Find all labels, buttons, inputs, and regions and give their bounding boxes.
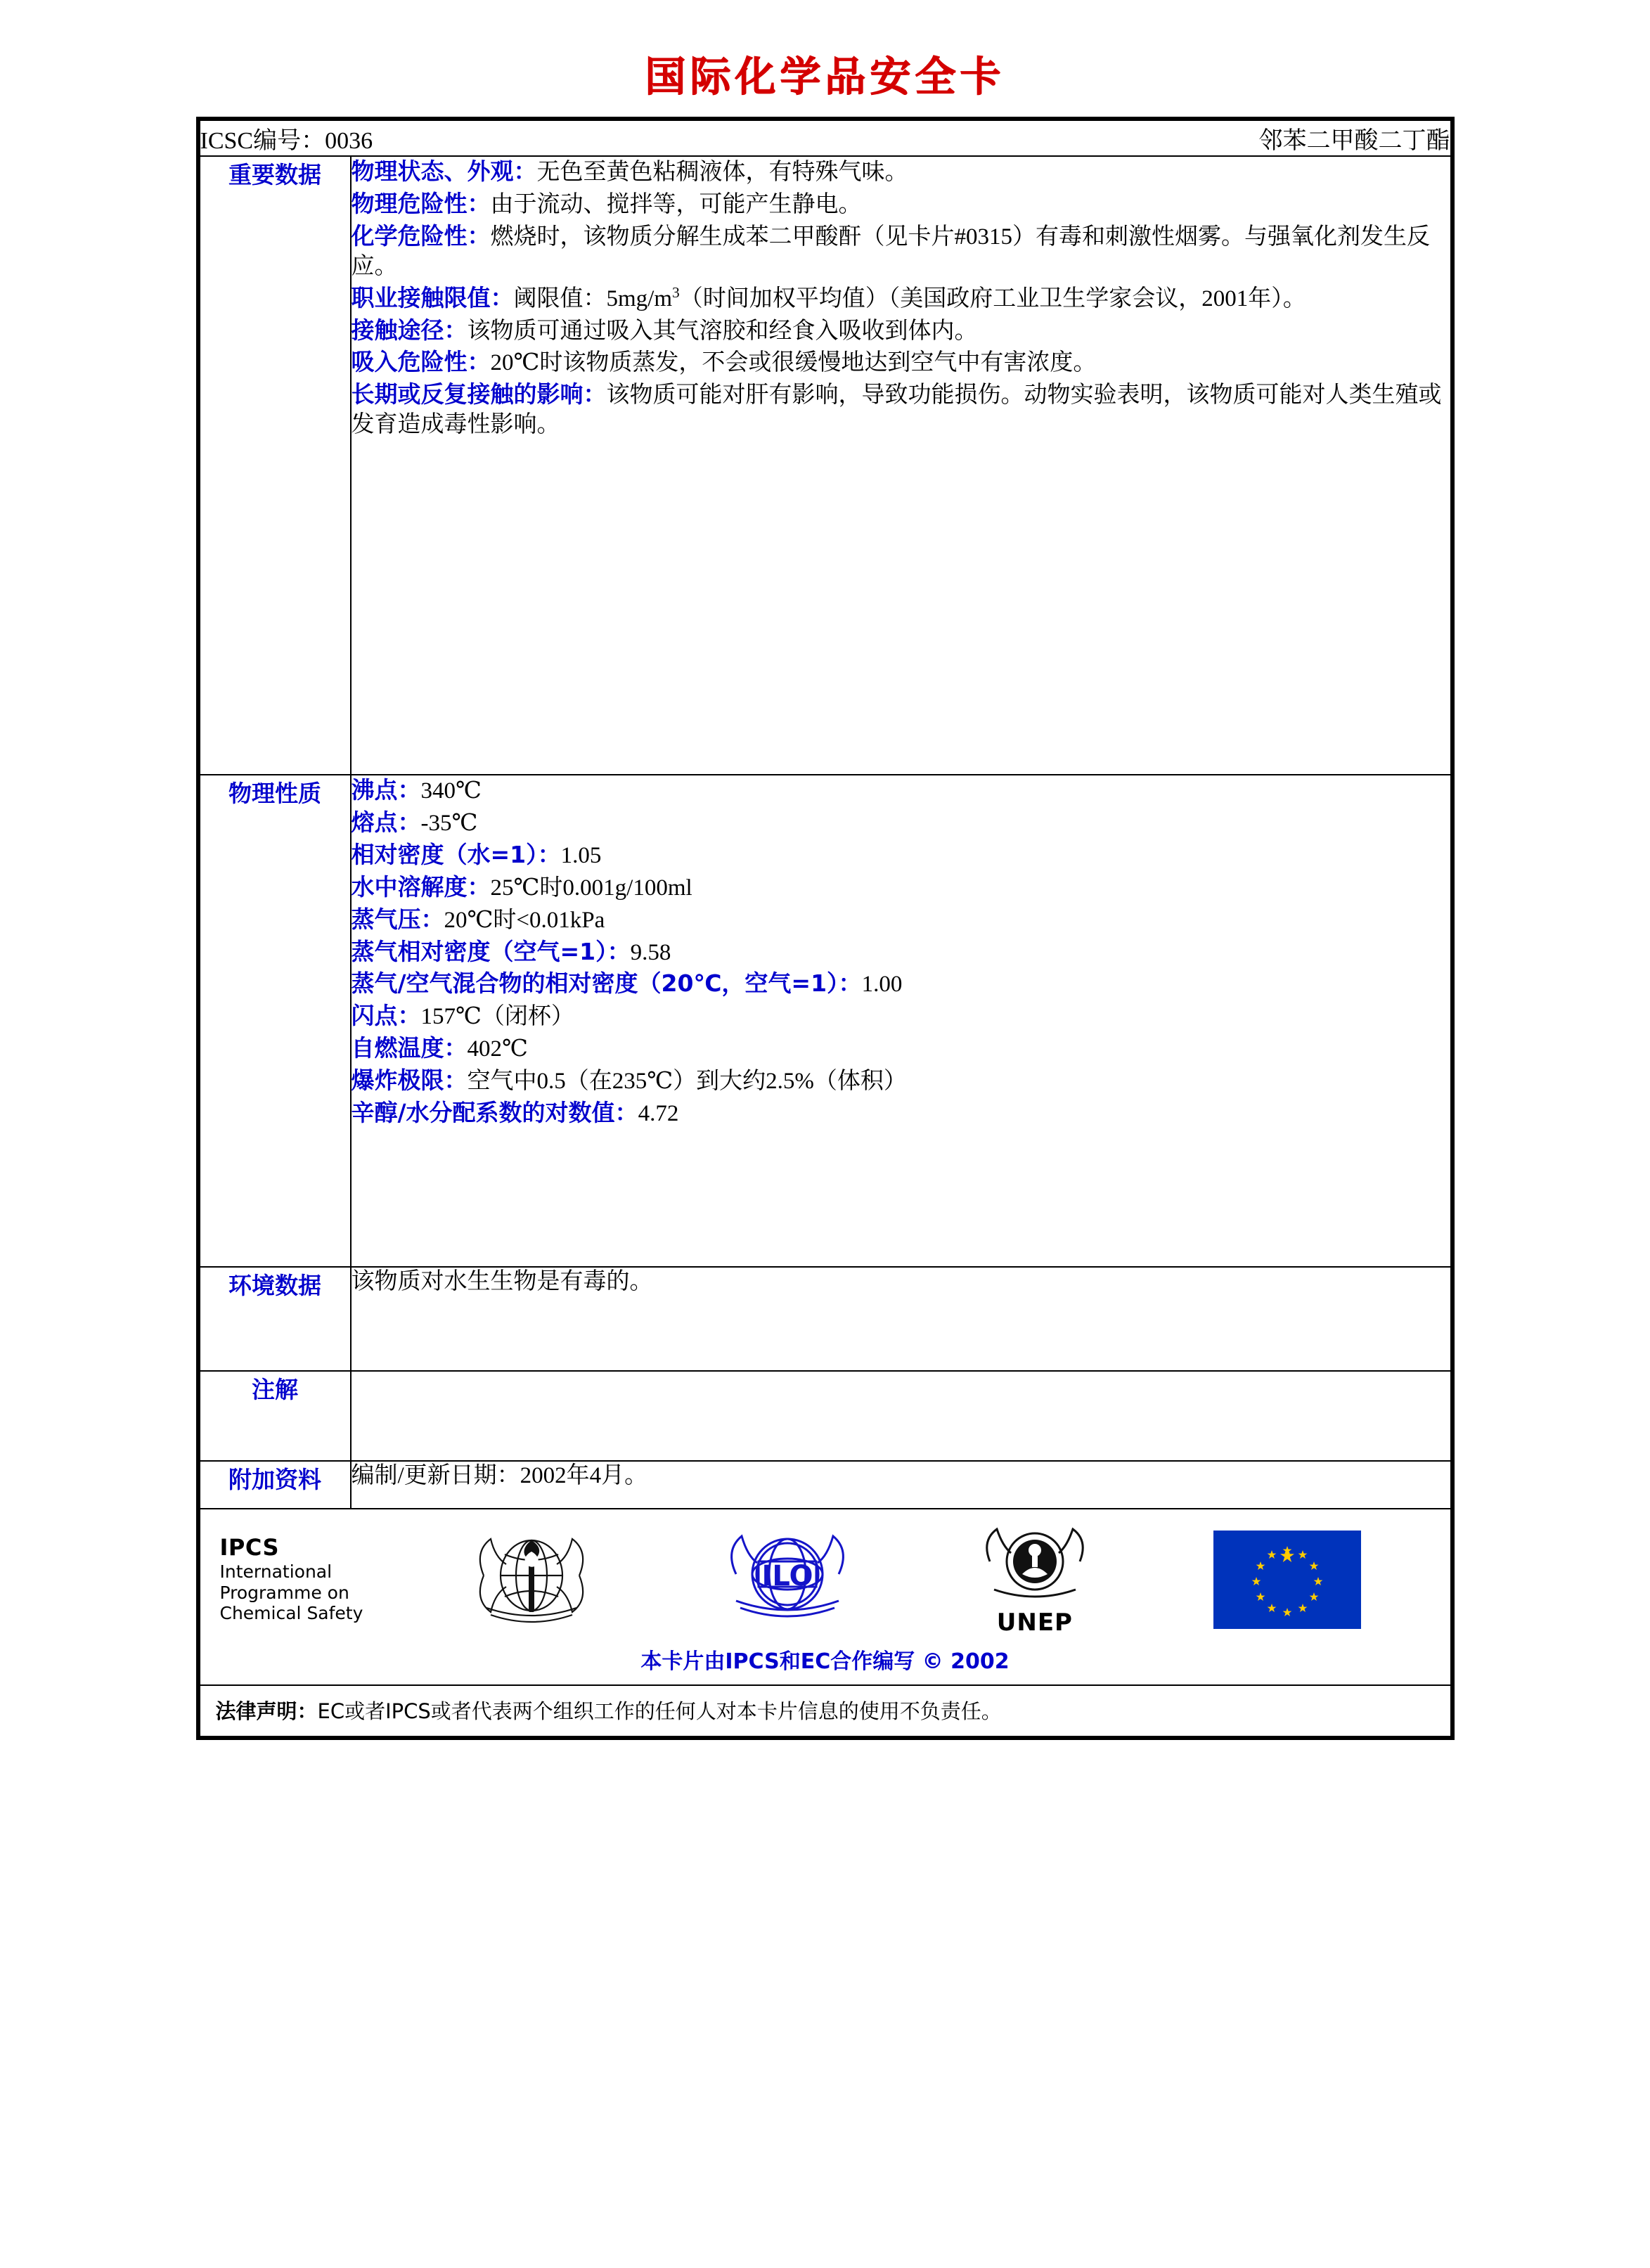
unep-logo <box>979 1522 1091 1609</box>
svg-text:ILO: ILO <box>761 1560 813 1592</box>
entry-text: 1.00 <box>861 972 903 998</box>
section-label-physical-properties: 物理性质 <box>200 775 351 1267</box>
entry-text: 由于流动、搅拌等，可能产生静电。 <box>490 191 862 217</box>
table-row-additional-info <box>200 1461 1451 1509</box>
table-row-notes <box>200 1371 1451 1461</box>
entry-text: 燃烧时，该物质分解生成苯二甲酸酐（见卡片#0315）有毒和刺激性烟雾。与强氧化剂发生反应。 <box>351 224 1430 279</box>
eu-flag <box>1213 1531 1361 1629</box>
legal-cell <box>200 1685 1451 1737</box>
entry-keyword: 熔点： <box>351 808 421 836</box>
ilo-logo-slot <box>658 1525 917 1634</box>
entry-keyword: 沸点： <box>351 776 421 804</box>
section-content-notes <box>351 1371 1451 1461</box>
entry-keyword: 长期或反复接触的影响： <box>351 380 607 408</box>
icsc-number-label: ICSC编号： <box>200 128 326 154</box>
who-logo <box>467 1523 597 1636</box>
entry-keyword: 蒸气相对密度（空气=1）： <box>351 937 631 965</box>
entry-text: 编制/更新日期：2002年4月。 <box>351 1463 648 1488</box>
logos-cell <box>200 1509 1451 1685</box>
section-label-environmental-data: 环境数据 <box>200 1267 351 1371</box>
eu-flag-slot <box>1152 1531 1422 1629</box>
section-content-environmental-data <box>351 1267 1451 1371</box>
section-content-physical-properties <box>351 775 1451 1267</box>
section-label-additional-info: 附加资料 <box>200 1461 351 1509</box>
entry-text: 20℃时<0.01kPa <box>444 907 605 933</box>
entry-text: 阈限值：$5mg/m^3$（时间加权平均值）（美国政府工业卫生学家会议，2001年）。 <box>513 283 1306 311</box>
unep-caption: UNEP <box>996 1609 1073 1637</box>
entry-text: 402℃ <box>467 1036 528 1062</box>
section-content-important-data <box>351 156 1451 775</box>
entry-text: 该物质可通过吸入其气溶胶和经食入吸收到体内。 <box>467 318 978 344</box>
entry-keyword: 吸入危险性： <box>351 348 491 376</box>
entry-text: 25℃时0.001g/100ml <box>490 875 692 901</box>
entry-text: 空气中0.5（在235℃）到大约2.5%（体积） <box>467 1069 907 1095</box>
ipcs-block <box>220 1535 406 1623</box>
copyright-text: © 2002 <box>922 1649 1010 1674</box>
legal-text: EC或者IPCS或者代表两个组织工作的任何人对本卡片信息的使用不负责任。 <box>317 1699 1002 1723</box>
table-row-legal <box>200 1685 1451 1737</box>
card-table <box>199 120 1452 1737</box>
entry-keyword: 相对密度（水=1）： <box>351 840 561 868</box>
entry-keyword: 职业接触限值： <box>351 283 514 311</box>
icsc-card <box>196 117 1455 1740</box>
entry-text: 该物质可能对肝有影响，导致功能损伤。动物实验表明，该物质可能对人类生殖或发育造成毒性影响。 <box>351 382 1442 438</box>
entry-keyword: 闪点： <box>351 1002 421 1030</box>
chemical-name: 邻苯二甲酸二丁酯 <box>1258 128 1450 154</box>
card-header-row <box>200 120 1451 156</box>
entry-keyword: 化学危险性： <box>351 221 491 250</box>
credit-text: 本卡片由IPCS和EC合作编写 <box>640 1649 915 1674</box>
entry-keyword: 接触途径： <box>351 316 468 344</box>
entry-keyword: 物理状态、外观： <box>351 157 537 185</box>
icsc-number-group <box>200 121 373 155</box>
ipcs-subtitle-line1: International <box>219 1561 333 1583</box>
entry-keyword: 水中溶解度： <box>351 872 491 901</box>
entry-text: 1.05 <box>560 842 602 868</box>
entry-text: 20℃时该物质蒸发，不会或很缓慢地达到空气中有害浓度。 <box>490 350 1097 376</box>
table-row-logos <box>200 1509 1451 1685</box>
entry-keyword: 物理危险性： <box>351 189 491 217</box>
entry-keyword: 爆炸极限： <box>351 1067 468 1095</box>
icsc-number-value: 0036 <box>325 128 373 154</box>
entry-keyword: 蒸气压： <box>351 905 444 933</box>
entry-text: 该物质对水生生物是有毒的。 <box>351 1269 653 1294</box>
section-label-important-data: 重要数据 <box>200 156 351 775</box>
who-logo-slot <box>406 1523 659 1636</box>
entry-keyword: 蒸气/空气混合物的相对密度（20℃，空气=1）： <box>351 969 862 998</box>
entry-keyword: 自燃温度： <box>351 1034 468 1062</box>
entry-text: 9.58 <box>630 939 671 965</box>
entry-keyword: 辛醇/水分配系数的对数值： <box>351 1099 638 1127</box>
table-row-important-data <box>200 156 1451 775</box>
entry-text: -35℃ <box>420 810 478 836</box>
credit-line <box>200 1641 1450 1684</box>
table-row-physical-properties <box>200 775 1451 1267</box>
page-title: 国际化学品安全卡 <box>645 53 1005 101</box>
entry-text: 340℃ <box>420 778 482 804</box>
table-row-environmental-data <box>200 1267 1451 1371</box>
section-label-notes: 注解 <box>200 1371 351 1461</box>
entry-text: 157℃（闭杯） <box>420 1004 574 1030</box>
unep-logo-slot <box>917 1522 1152 1637</box>
entry-text: 无色至黄色粘稠液体，有特殊气味。 <box>536 160 908 185</box>
section-content-additional-info <box>351 1461 1451 1509</box>
entry-text: 4.72 <box>638 1101 679 1127</box>
card-header-cell <box>200 120 1451 156</box>
legal-label: 法律声明： <box>215 1699 318 1723</box>
ilo-logo <box>719 1525 856 1634</box>
ipcs-subtitle-line3: Chemical Safety <box>219 1603 363 1624</box>
ipcs-title: IPCS <box>219 1534 279 1561</box>
ipcs-subtitle-line2: Programme on <box>219 1582 349 1603</box>
